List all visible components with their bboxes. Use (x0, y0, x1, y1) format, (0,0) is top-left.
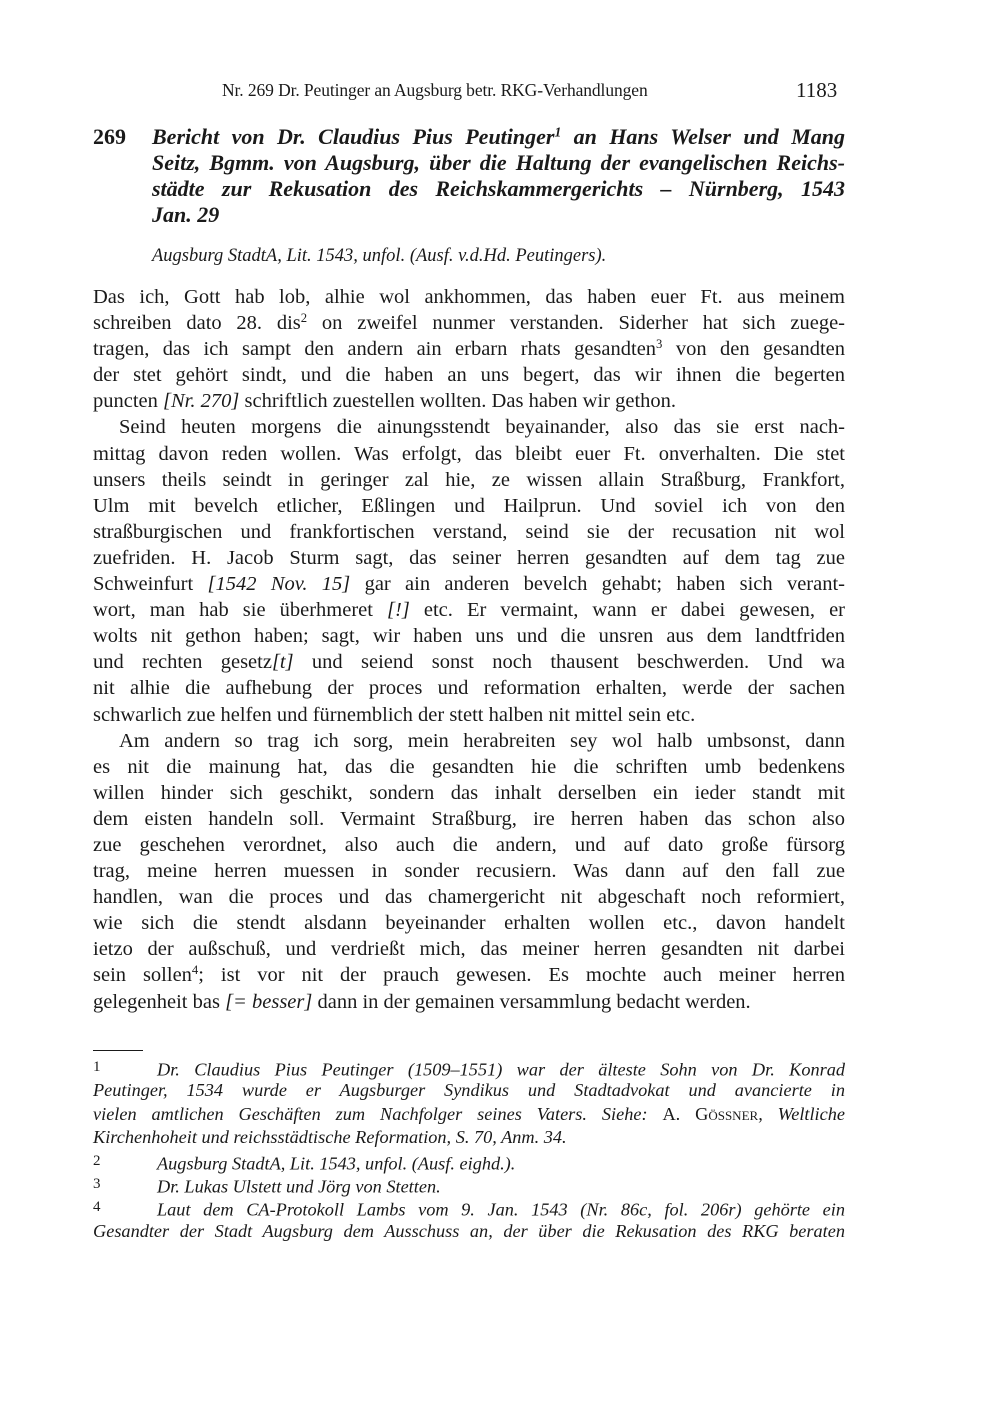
body-line: Seind heuten morgens die ainungsstendt beyainander, also das sie erst nach- (119, 416, 845, 439)
body-line: Am andern so trag ich sorg, mein herabreiten sey wol halb umbsonst, dann (119, 729, 845, 752)
footnote-divider (93, 1050, 143, 1051)
title-line: städte zur Rekusation des Reichskammergerichts – Nürnberg, 1543 (152, 176, 845, 201)
title-line (152, 124, 845, 150)
body-line: wolts nit gethon haben; sagt, wir haben uns und die unsren aus dem landtfriden (93, 625, 845, 648)
body-line: ietzo der außschuß, und verdrießt mich, das meiner herren gesandten nit darbei (93, 938, 845, 961)
editorial-note: [1542 Nov. 15] (207, 573, 351, 596)
footnote-number: 1 (93, 1059, 101, 1075)
title-line: Seitz, Bgmm. von Augsburg, über die Haltung der evangelischen Reichs- (152, 150, 845, 175)
editorial-note: [= besser] (225, 990, 313, 1013)
body-text-segment: sein sollen (93, 964, 192, 987)
body-line: schwarlich zue helfen und fürnemblich der stett halben nit mittel sein etc. (93, 703, 696, 726)
footnote-ref[interactable]: 2 (300, 311, 308, 326)
footnotes (93, 1056, 845, 1243)
body-line: zue geschehen verordnet, also auch die andern, und auf dato große fürsorg (93, 833, 845, 856)
source-citation: Augsburg StadtA, Lit. 1543, unfol. (Ausf. v.d.Hd. Peutingers). (152, 246, 607, 266)
footnote-text: Augsburg StadtA, Lit. 1543, unfol. (Ausf. eighd.). (157, 1153, 516, 1174)
body-text-segment: und rechten gesetz (93, 651, 272, 674)
body-line: unsers theils seindt in geringer zal hie, ze wissen allain Straßburg, Frankfort, (93, 468, 845, 491)
body-text-segment: ; ist vor nit der prauch gewesen. Es mochte auch meiner herren (198, 964, 845, 987)
body-text-segment: dann in der gemainen versammlung bedacht werden. (312, 990, 751, 1013)
body-line (93, 336, 845, 362)
editorial-note: [!] (387, 599, 410, 622)
body-text-segment: wort, man hab sie überhmeret (93, 599, 388, 622)
document-number: 269 (93, 124, 126, 149)
editorial-note: [t] (271, 651, 294, 674)
footnote-line: Kirchenhoheit und reichsstädtische Reformation, S. 70, Anm. 34. (93, 1127, 567, 1148)
body-text-segment: gar ain anderen bevelch gehabt; haben sich verant- (350, 573, 845, 596)
body-line: mittag davon reden wollen. Was erfolgt, das bleibt euer Ft. onverhalten. Die stet (93, 442, 845, 465)
body-line: Das ich, Gott hab lob, alhie wol ankhommen, das haben euer Ft. aus meinem (93, 286, 845, 308)
footnote-text: Dr. Lukas Ulstett und Jörg von Stetten. (157, 1176, 441, 1197)
title-text: an Hans Welser und Mang (561, 124, 845, 149)
editorial-note: [Nr. 270] (163, 390, 240, 413)
footnote-text: Laut dem CA-Protokoll Lambs vom 9. Jan. 1543 (Nr. 86c, fol. 206r) gehörte ein (157, 1199, 845, 1220)
body-line (93, 571, 845, 597)
footnote-1 (93, 1056, 845, 1079)
body-line: es nit die mainung hat, das die gesandten hie die schriften umb bedenkens (93, 755, 845, 778)
body-line: handlen, wan die proces und das chamergericht nit abgeschaft noch reformiert, (93, 886, 845, 909)
footnote-line: Peutinger, 1534 wurde er Augsburger Syndikus und Stadtadvokat und avancierte in (93, 1080, 845, 1101)
body-text-segment: gelegenheit bas (93, 990, 226, 1013)
body-line (93, 388, 845, 414)
body-text-segment: puncten (93, 390, 164, 413)
body-line (93, 597, 845, 623)
footnote-number: 4 (93, 1199, 101, 1216)
body-text-segment: von den gesandten (662, 338, 845, 361)
footnote-text: Dr. Claudius Pius Peutinger (1509–1551) war der älteste Sohn von Dr. Konrad (157, 1059, 845, 1080)
body-line (93, 310, 845, 336)
body-line (93, 989, 845, 1015)
body-line: nit alhie die aufhebung der proces und reformation erhalten, werde der sachen (93, 677, 845, 700)
body-text-segment: schreiben dato 28. dis (93, 312, 301, 335)
footnote-ref[interactable]: 4 (191, 963, 199, 978)
title-line: Jan. 29 (152, 202, 220, 227)
body-text-segment: und seiend sonst noch thausent beschwerden. Und wa (293, 651, 845, 674)
body-line: willen hinder sich geschikt, sondern das inhalt derselben ein ieder standt mit (93, 781, 845, 804)
author-name: A. Gößner (662, 1103, 759, 1124)
footnote-text: vielen amtlichen Geschäften zum Nachfolger seines Vaters. Siehe: (93, 1103, 663, 1124)
body-line: Ulm mit bevelch etlicher, Eßlingen und Hailprun. Und soviel ich von den (93, 494, 845, 517)
footnote-number: 2 (93, 1152, 101, 1169)
body-text-segment: tragen, das ich sampt den andern ain erbarn rhats gesandten (93, 338, 657, 361)
body-line: straßburgischen und frankfortischen verstand, seind sie der recusation nit wol (93, 520, 845, 543)
footnote-ref[interactable]: 3 (656, 337, 663, 352)
body-text-segment: Schweinfurt (93, 573, 208, 596)
title-text: Bericht von Dr. Claudius Pius Peutinger (152, 124, 555, 149)
page-number: 1183 (796, 78, 838, 102)
footnote-line: Gesandter der Stadt Augsburg dem Ausschuss an, der über die Rekusation des RKG beraten (93, 1220, 845, 1241)
body-line: trag, meine herren muessen in sonder recusiern. Was dann auf den fall zue (93, 860, 845, 883)
footnote-2 (93, 1150, 845, 1173)
body-text (93, 284, 845, 1015)
body-text-segment: etc. Er vermaint, wann er dabei gewesen, er (409, 599, 845, 622)
footnote-line (93, 1103, 845, 1126)
footnote-4 (93, 1196, 845, 1219)
body-line: dem eisten handeln soll. Vermaint Straßburg, ire herren haben das schon also (93, 807, 845, 830)
body-text-segment: schriftlich zuestellen wollten. Das haben wir gethon. (239, 390, 677, 413)
body-text-segment: on zweifel nunmer verstanden. Siderher hat sich zuege- (307, 312, 846, 335)
footnote-3 (93, 1173, 845, 1196)
body-line: der stet gehört sindt, und die haben an uns begert, das wir ihnen die begerten (93, 364, 845, 387)
footnote-number: 3 (93, 1175, 101, 1192)
body-line: wie sich die stendt alsdann beyeinander erhalten wollen etc., davon handelt (93, 912, 845, 935)
footnote-text: , Weltliche (758, 1103, 845, 1124)
footnote-ref[interactable]: 1 (554, 124, 562, 140)
body-line (93, 962, 845, 988)
body-line: zuefriden. H. Jacob Sturm sagt, das seiner herren gesandten auf dem tag zue (93, 546, 845, 569)
document-title (152, 124, 845, 228)
running-header: Nr. 269 Dr. Peutinger an Augsburg betr. RKG-Verhandlungen (222, 80, 648, 100)
body-line (93, 649, 845, 675)
